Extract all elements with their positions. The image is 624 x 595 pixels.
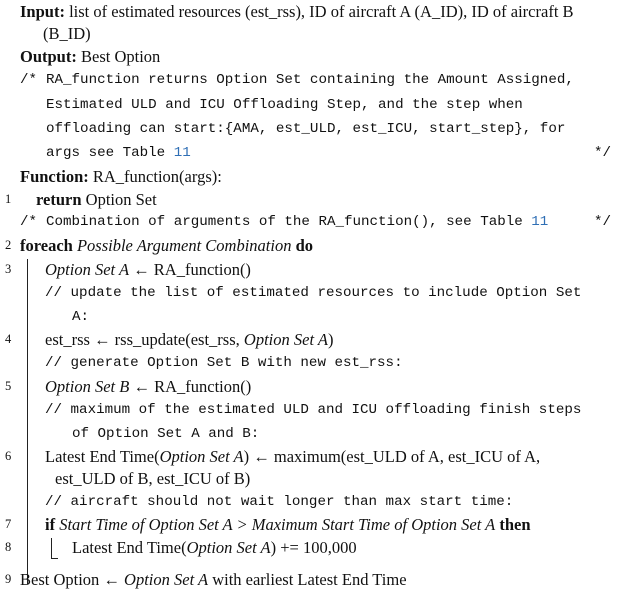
option-set-a: Option Set A [124, 570, 209, 589]
foreach-keyword: foreach [20, 236, 73, 255]
if-block-end [51, 558, 58, 559]
comment-text: // generate Option Set B with new est_rss: [45, 355, 403, 371]
input-text: list of estimated resources (est_rss), ID of aircraft A (A_ID), ID of aircraft B [69, 2, 574, 21]
stmt-text: Latest End Time( [45, 447, 160, 466]
comment-close: */ [594, 214, 612, 230]
comment-text: A: [72, 309, 90, 325]
line-number: 9 [5, 572, 12, 586]
line-number: 3 [5, 262, 12, 276]
line-number: 1 [5, 192, 12, 206]
function-label: Function: [20, 167, 89, 186]
input-label: Input: [20, 2, 65, 21]
comment-close: */ [594, 145, 612, 161]
line-number: 4 [5, 332, 12, 346]
assign-arrow: ← [133, 377, 150, 396]
comment-text: // aircraft should not wait longer than max start time: [45, 494, 514, 510]
stmt-text: ) += 100,000 [270, 538, 357, 557]
function-call: RA_function() [154, 377, 252, 396]
stmt-text: Latest End Time( [72, 538, 187, 557]
comment-text: // maximum of the estimated ULD and ICU offloading finish steps [45, 402, 582, 418]
comment-open: /* [20, 214, 38, 230]
input-text-cont: (B_ID) [43, 24, 91, 43]
table-ref-link[interactable]: 11 [531, 214, 549, 230]
foreach-block-bar [27, 259, 28, 584]
comment-text: RA_function returns Option Set containing the Amount Assigned, [46, 72, 574, 88]
option-set-a: Option Set A [186, 538, 271, 557]
stmt-text: ) ← maximum(est_ULD of A, est_ICU of A, [243, 447, 541, 466]
if-keyword: if [45, 515, 56, 534]
line-number: 6 [5, 449, 12, 463]
option-set-a: Option Set A [243, 330, 328, 349]
if-block-bar [51, 538, 52, 559]
line-number: 5 [5, 379, 12, 393]
output-text: Best Option [80, 47, 161, 66]
function-signature: RA_function(args): [92, 167, 222, 186]
then-keyword: then [499, 515, 531, 534]
stmt-text: est_ULD of B, est_ICU of B) [55, 469, 251, 488]
assign-arrow: ← [133, 260, 150, 279]
table-ref-link[interactable]: 11 [173, 145, 191, 161]
comment-text: // update the list of estimated resources to include Option Set [45, 285, 582, 301]
comment-text: offloading can start:{AMA, est_ULD, est_ICU, start_step}, for [46, 121, 566, 137]
comment-text: Combination of arguments of the RA_function(), see Table [46, 214, 523, 230]
if-condition: Start Time of Option Set A > Maximum Start Time of Option Set A [59, 515, 496, 534]
comment-text: args see Table [46, 145, 166, 161]
output-label: Output: [20, 47, 77, 66]
comment-text: Estimated ULD and ICU Offloading Step, and the step when [46, 97, 523, 113]
loop-condition: Possible Argument Combination [76, 236, 292, 255]
function-call: RA_function() [153, 260, 251, 279]
stmt-text: ) [327, 330, 334, 349]
do-keyword: do [295, 236, 314, 255]
line-number: 8 [5, 540, 12, 554]
option-set-b: Option Set B [45, 377, 130, 396]
stmt-text: Best Option ← [20, 570, 125, 589]
comment-text: of Option Set A and B: [72, 426, 260, 442]
stmt-text: est_rss ← rss_update(est_rss, [45, 330, 244, 349]
option-set-a: Option Set A [159, 447, 244, 466]
option-set-a: Option Set A [45, 260, 130, 279]
return-keyword: return [36, 190, 82, 209]
stmt-text: with earliest Latest End Time [208, 570, 407, 589]
line-number: 2 [5, 238, 12, 252]
comment-open: /* [20, 72, 38, 88]
return-value: Option Set [85, 190, 157, 209]
line-number: 7 [5, 517, 12, 531]
